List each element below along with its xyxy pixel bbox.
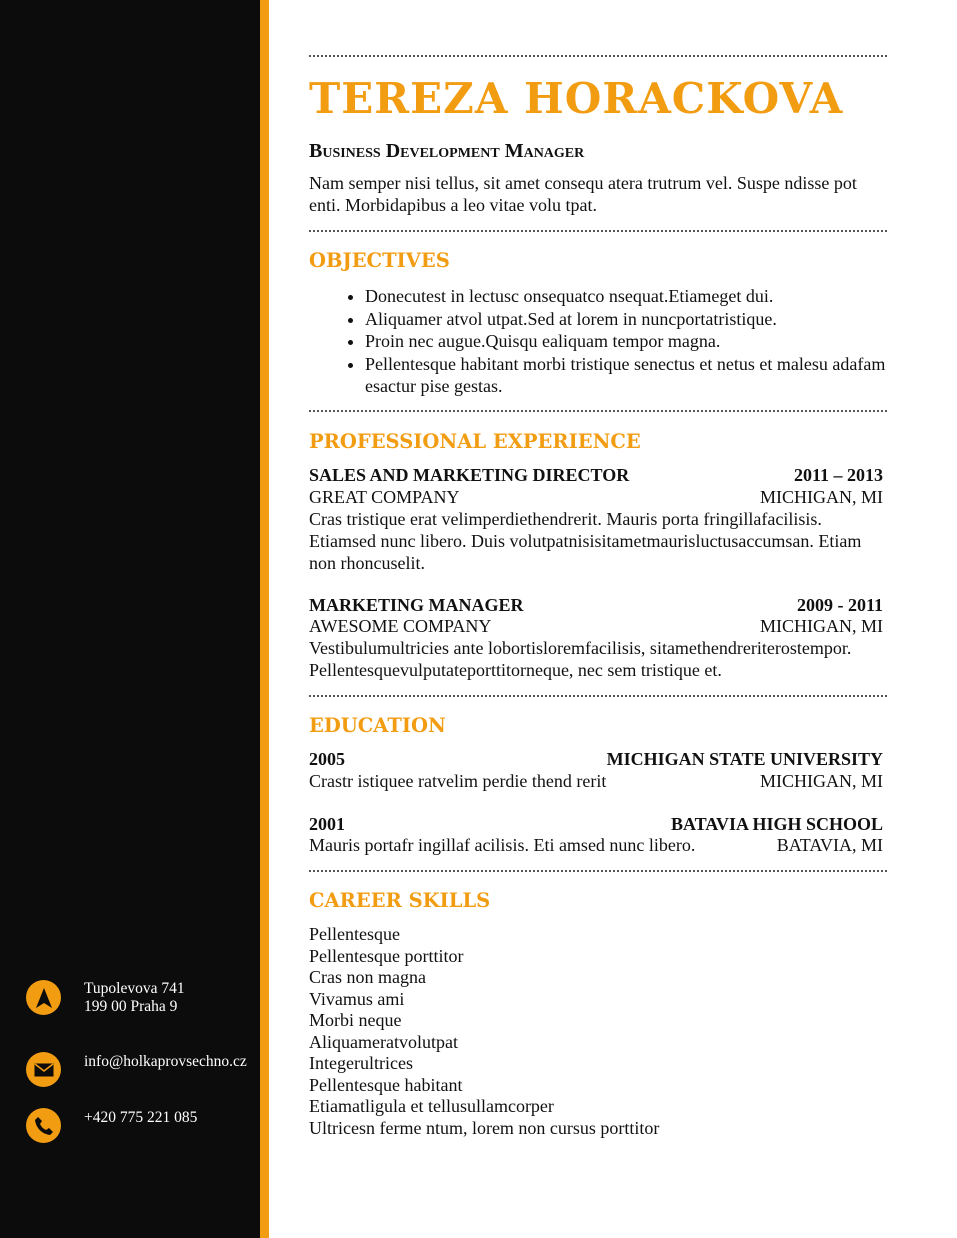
education-header xyxy=(309,748,883,770)
skills-heading: CAREER SKILLS xyxy=(309,889,491,912)
email-link[interactable]: info@holkaprovsechno.cz xyxy=(84,1053,247,1070)
education-description: Crastr istiquee ratvelim perdie thend rerit xyxy=(309,771,607,791)
list-item: Pellentesque porttitor xyxy=(309,945,464,966)
list-item: • Aliquamer atvol utpat.Sed at lorem in nuncportatristique. xyxy=(365,308,887,331)
skills-list xyxy=(309,924,659,1139)
education-location: MICHIGAN, MI xyxy=(760,771,883,791)
objectives-list xyxy=(309,285,887,398)
job-role: SALES AND MARKETING DIRECTOR xyxy=(309,465,630,485)
list-item: • Pellentesque habitant morbi tristique senectus et netus et malesu adafam esactur pise gestas. xyxy=(365,353,887,398)
list-item: Aliquameratvolutpat xyxy=(309,1031,458,1052)
divider xyxy=(309,410,887,412)
list-item: Ultricesn ferme ntum, lorem non cursus porttitor xyxy=(309,1117,660,1138)
job-company: GREAT COMPANY xyxy=(309,487,460,507)
address-line-1: Tupolevova 741 xyxy=(84,980,185,997)
education-location: BATAVIA, MI xyxy=(776,835,883,855)
job-header xyxy=(309,464,883,486)
list-item: Etiamatligula et tellusullamcorper xyxy=(309,1096,554,1116)
list-item: Cras non magna xyxy=(309,967,426,987)
accent-stripe xyxy=(260,0,269,1238)
contact-phone xyxy=(26,1108,256,1143)
education-school: MICHIGAN STATE UNIVERSITY xyxy=(606,749,883,769)
objectives-heading: OBJECTIVES xyxy=(309,249,450,272)
envelope-icon xyxy=(26,1052,61,1087)
divider xyxy=(309,870,887,872)
navigation-arrow-icon xyxy=(26,980,61,1015)
education-heading: EDUCATION xyxy=(309,714,446,737)
job-header xyxy=(309,594,883,616)
job-company: AWESOME COMPANY xyxy=(309,616,492,636)
phone-icon xyxy=(26,1108,61,1143)
divider xyxy=(309,695,887,697)
contact-address xyxy=(26,980,256,1016)
list-item: • Proin nec augue.Quisqu ealiquam tempor magna. xyxy=(365,330,887,353)
contact-email xyxy=(26,1052,256,1087)
list-item: Pellentesque habitant xyxy=(309,1074,463,1095)
job-company-row xyxy=(309,615,883,637)
list-item: Pellentesque xyxy=(309,924,400,944)
list-item: • Donecutest in lectusc onsequatco nsequat.Etiameget dui. xyxy=(365,285,887,308)
education-school: BATAVIA HIGH SCHOOL xyxy=(670,814,883,834)
job-location: MICHIGAN, MI xyxy=(760,487,883,507)
education-year: 2005 xyxy=(309,749,345,769)
job-location: MICHIGAN, MI xyxy=(760,616,883,636)
education-year: 2001 xyxy=(309,814,345,834)
job-description: Cras tristique erat velimperdiethendrerit. Mauris porta fringillafacilisis. Etiamsed nunc libero. Duis volutpatnisisitametmaurisluctusaccumsan. Etiam non rhoncuselit. xyxy=(309,509,862,573)
list-item: Morbi neque xyxy=(309,1010,402,1030)
job-dates: 2009 - 2011 xyxy=(796,595,883,615)
list-item: Integerultrices xyxy=(309,1053,413,1073)
job-company-row xyxy=(309,486,883,508)
address-line-2: 199 00 Praha 9 xyxy=(84,998,178,1015)
job-description: Vestibulumultricies ante lobortisloremfacilisis, sitamethendreriterostempor. Pellentesquevulputateporttitorneque, nec sem tristique et. xyxy=(309,638,852,680)
candidate-name: TEREZA HORACKOVA xyxy=(309,74,844,123)
phone-number[interactable]: +420 775 221 085 xyxy=(84,1109,198,1126)
education-detail-row xyxy=(309,770,883,792)
experience-heading: PROFESSIONAL EXPERIENCE xyxy=(309,430,641,453)
education-detail-row xyxy=(309,834,883,856)
summary-text: Nam semper nisi tellus, sit amet consequ atera trutrum vel. Suspe ndisse pot enti. Morbidapibus a leo vitae volu tpat. xyxy=(309,173,857,215)
divider xyxy=(309,55,887,57)
job-title: Business Development Manager xyxy=(309,140,585,162)
job-dates: 2011 – 2013 xyxy=(793,465,883,485)
education-header xyxy=(309,813,883,835)
education-description: Mauris portafr ingillaf acilisis. Eti amsed nunc libero. xyxy=(309,835,696,855)
job-role: MARKETING MANAGER xyxy=(309,595,524,615)
list-item: Vivamus ami xyxy=(309,988,405,1009)
divider xyxy=(309,230,887,232)
